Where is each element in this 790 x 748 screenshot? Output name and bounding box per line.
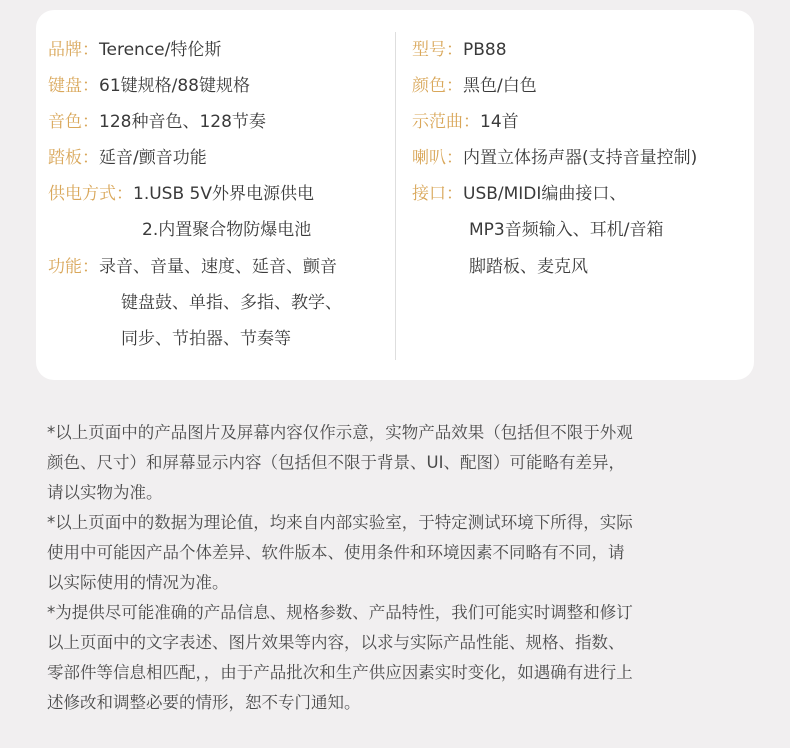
note-line: *以上页面中的产品图片及屏幕内容仅作示意，实物产品效果（包括但不限于外观 [47, 423, 633, 442]
spec-key: 颜色： [412, 76, 463, 96]
note-line: 以上页面中的文字表述、图片效果等内容，以求与实际产品性能、规格、指数、 [47, 633, 625, 652]
spec-value: 61键规格/88键规格 [99, 76, 250, 96]
spec-value: 录音、音量、速度、延音、颤音 [99, 257, 337, 277]
spec-key: 品牌： [48, 40, 99, 60]
spec-color [412, 74, 537, 98]
spec-value: 128种音色、128节奏 [99, 112, 266, 132]
spec-value: 1.USB 5V外界电源供电 [133, 184, 314, 204]
spec-power [48, 182, 314, 206]
note-line: 述修改和调整必要的情形，恕不专门通知。 [47, 693, 361, 712]
note-line: *以上页面中的数据为理论值，均来自内部实验室，于特定测试环境下所得，实际 [47, 513, 633, 532]
spec-value: PB88 [463, 40, 507, 60]
spec-demo [412, 110, 519, 134]
spec-key: 键盘： [48, 76, 99, 96]
spec-value: 延音/颤音功能 [99, 148, 207, 168]
spec-key: 接口： [412, 184, 463, 204]
note-line: 使用中可能因产品个体差异、软件版本、使用条件和环境因素不同略有不同，请 [47, 543, 625, 562]
spec-value: 14首 [480, 112, 519, 132]
spec-pedal [48, 146, 207, 170]
spec-key: 型号： [412, 40, 463, 60]
spec-value: USB/MIDI编曲接口、 [463, 184, 627, 204]
note-line: 以实际使用的情况为准。 [47, 573, 229, 592]
spec-keyboard [48, 74, 250, 98]
spec-value: 内置立体扬声器(支持音量控制) [463, 148, 698, 168]
spec-key: 踏板： [48, 148, 99, 168]
note-line: 零部件等信息相匹配，，由于产品批次和生产供应因素实时变化，如遇确有进行上 [47, 663, 633, 682]
spec-ports-line3: 脚踏板、麦克风 [469, 257, 588, 277]
spec-card [36, 10, 754, 380]
spec-key: 示范曲： [412, 112, 480, 132]
spec-ports [412, 182, 626, 206]
spec-key: 喇叭： [412, 148, 463, 168]
spec-model [412, 38, 507, 62]
spec-tones [48, 110, 266, 134]
spec-ports-line2: MP3音频输入、耳机/音箱 [469, 220, 664, 240]
disclaimer-notes [47, 418, 757, 718]
spec-key: 音色： [48, 112, 99, 132]
spec-value: Terence/特伦斯 [99, 40, 222, 60]
spec-key: 功能： [48, 257, 99, 277]
spec-key: 供电方式： [48, 184, 133, 204]
note-line: 请以实物为准。 [47, 483, 163, 502]
spec-speaker [412, 146, 697, 170]
spec-functions-line3: 同步、节拍器、节奏等 [121, 329, 291, 349]
note-line: *为提供尽可能准确的产品信息、规格参数、产品特性，我们可能实时调整和修订 [47, 603, 633, 622]
column-divider [395, 32, 396, 360]
spec-brand [48, 38, 221, 62]
spec-value: 黑色/白色 [463, 76, 537, 96]
spec-power-line2: 2.内置聚合物防爆电池 [142, 220, 312, 240]
spec-functions-line2: 键盘鼓、单指、多指、教学、 [121, 293, 342, 313]
spec-functions [48, 255, 337, 279]
note-line: 颜色、尺寸）和屏幕显示内容（包括但不限于背景、UI、配图）可能略有差异， [47, 453, 625, 472]
